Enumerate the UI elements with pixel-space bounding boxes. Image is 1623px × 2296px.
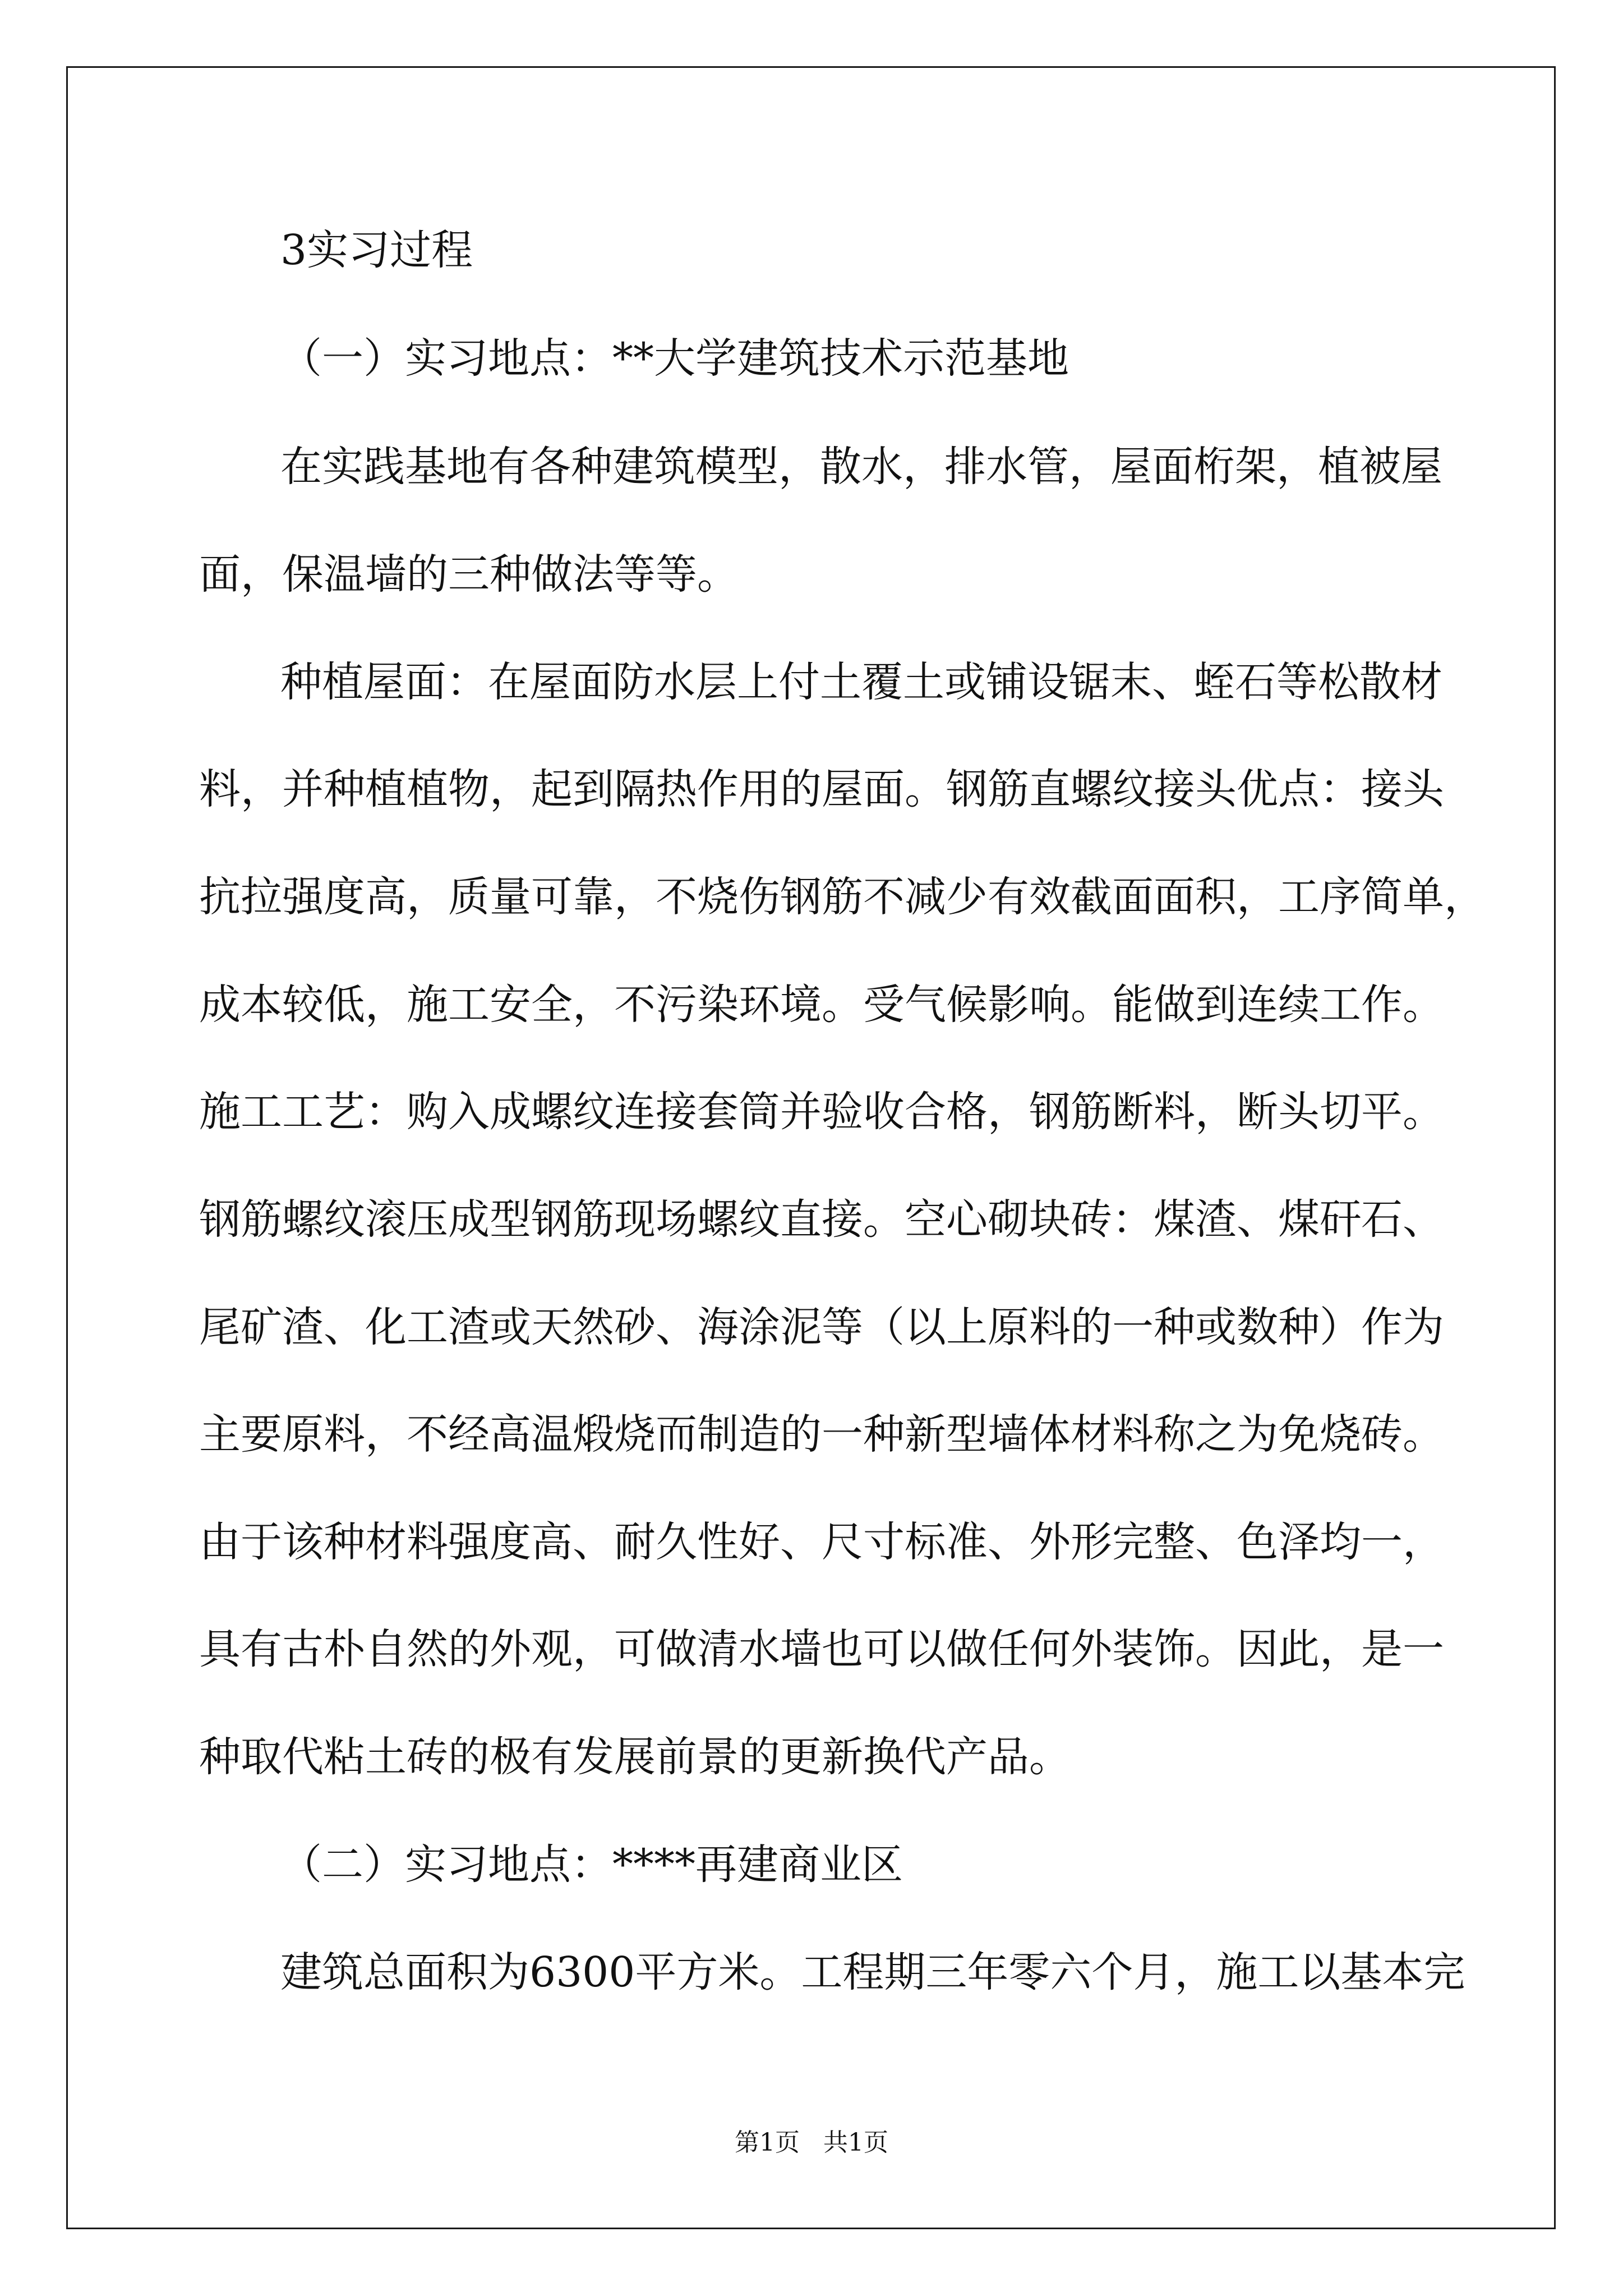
- paragraph-line: 种取代粘土砖的极有发展前景的更新换代产品。: [199, 1733, 1071, 1781]
- page-border: [66, 66, 1556, 2229]
- paragraph-line: 主要原料，不经高温煅烧而制造的一种新型墙体材料称之为免烧砖。: [199, 1410, 1444, 1458]
- paragraph-line: 施工工艺：购入成螺纹连接套筒并验收合格，钢筋断料，断头切平。: [199, 1088, 1444, 1136]
- paragraph-line: 具有古朴自然的外观，可做清水墙也可以做任何外装饰。因此，是一: [199, 1625, 1444, 1673]
- paragraph-line: 抗拉强度高，质量可靠，不烧伤钢筋不减少有效截面面积，工序简单，: [199, 873, 1486, 921]
- subsection-heading-1: （一）实习地点：**大学建筑技术示范基地: [280, 334, 1069, 383]
- paragraph-line: 种植屋面：在屋面防水层上付土覆土或铺设锯末、蛭石等松散材: [280, 658, 1442, 706]
- paragraph-line: 面，保温墙的三种做法等等。: [199, 550, 739, 599]
- subsection-heading-2: （二）实习地点：****再建商业区: [280, 1841, 903, 1889]
- paragraph-line: 在实践基地有各种建筑模型，散水，排水管，屋面桁架，植被屋: [280, 443, 1442, 491]
- paragraph-line: 成本较低，施工安全，不污染环境。受气候影响。能做到连续工作。: [199, 981, 1444, 1029]
- paragraph-line: 料，并种植植物，起到隔热作用的屋面。钢筋直螺纹接头优点：接头: [199, 765, 1444, 813]
- paragraph-line: 由于该种材料强度高、耐久性好、尺寸标准、外形完整、色泽均一，: [199, 1518, 1444, 1566]
- section-heading: 3实习过程: [280, 226, 473, 274]
- paragraph-line: 尾矿渣、化工渣或天然砂、海涂泥等（以上原料的一种或数种）作为: [199, 1303, 1444, 1351]
- page-footer: 第1页 共1页: [735, 2128, 888, 2157]
- paragraph-line: 钢筋螺纹滚压成型钢筋现场螺纹直接。空心砌块砖：煤渣、煤矸石、: [199, 1195, 1444, 1244]
- paragraph-line: 建筑总面积为6300平方米。工程期三年零六个月，施工以基本完: [280, 1948, 1465, 1996]
